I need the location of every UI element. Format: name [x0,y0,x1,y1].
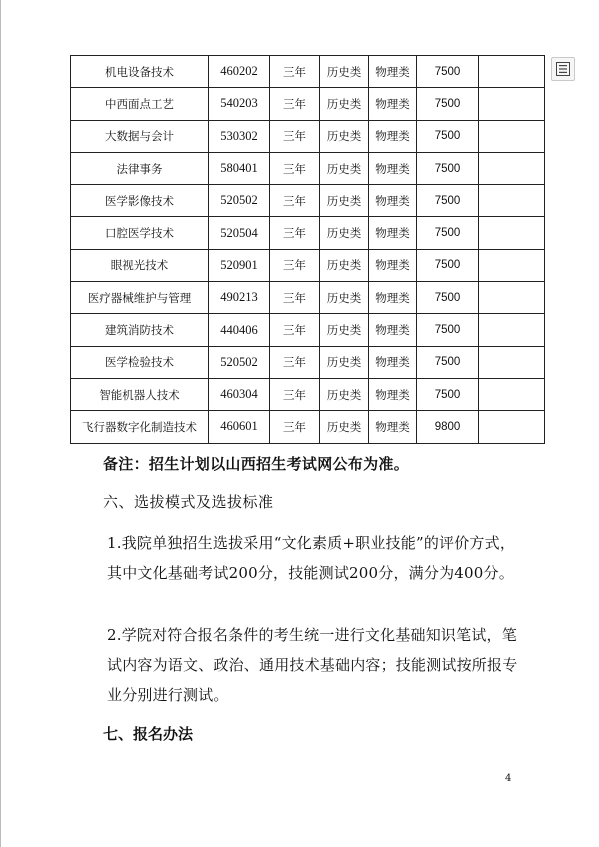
section-6-paragraph-1 [76,528,522,588]
cell-fee: 7500 [417,185,479,217]
table-row [71,88,545,120]
cell-fee: 7500 [417,217,479,249]
cell-subject-history: 历史类 [320,249,369,281]
cell-subject-history: 历史类 [320,314,369,346]
cell-duration: 三年 [270,411,320,443]
section-6-heading: 六、选拔模式及选拔标准 [103,493,274,511]
cell-code: 460202 [209,56,270,88]
cell-remark [479,88,545,120]
cell-major: 中西面点工艺 [71,88,209,120]
note-text: 备注：招生计划以山西招生考试网公布为准。 [103,455,410,473]
cell-subject-physics: 物理类 [369,346,417,378]
cell-subject-physics: 物理类 [369,152,417,184]
cell-fee: 7500 [417,120,479,152]
cell-subject-history: 历史类 [320,88,369,120]
cell-subject-history: 历史类 [320,152,369,184]
cell-remark [479,56,545,88]
cell-duration: 三年 [270,217,320,249]
cell-duration: 三年 [270,56,320,88]
cell-duration: 三年 [270,282,320,314]
table-row [71,217,545,249]
table-row [71,120,545,152]
table-row [71,282,545,314]
cell-remark [479,282,545,314]
cell-subject-physics: 物理类 [369,185,417,217]
cell-subject-physics: 物理类 [369,56,417,88]
page-number: 4 [505,773,512,784]
cell-fee: 7500 [417,56,479,88]
cell-duration: 三年 [270,152,320,184]
cell-code: 490213 [209,282,270,314]
cell-subject-history: 历史类 [320,217,369,249]
fullscreen-frame-glyph [556,62,570,76]
cell-fee: 7500 [417,88,479,120]
cell-duration: 三年 [270,88,320,120]
cell-subject-history: 历史类 [320,346,369,378]
cell-code: 440406 [209,314,270,346]
cell-code: 530302 [209,120,270,152]
section-6-paragraph-2-text: 2.学院对符合报名条件的考生统一进行文化基础知识笔试，笔试内容为语文、政治、通用技术基础内容；技能测试按所报专业分别进行测试。 [107,626,518,704]
cell-major: 眼视光技术 [71,249,209,281]
cell-code: 520502 [209,185,270,217]
cell-fee: 9800 [417,411,479,443]
table-row [71,249,545,281]
cell-remark [479,249,545,281]
cell-subject-history: 历史类 [320,378,369,410]
cell-remark [479,120,545,152]
cell-code: 520502 [209,346,270,378]
cell-major: 法律事务 [71,152,209,184]
cell-subject-physics: 物理类 [369,217,417,249]
cell-duration: 三年 [270,120,320,152]
cell-major: 医学影像技术 [71,185,209,217]
cell-subject-physics: 物理类 [369,88,417,120]
table-row [71,346,545,378]
cell-code: 520504 [209,217,270,249]
cell-remark [479,217,545,249]
cell-subject-history: 历史类 [320,120,369,152]
cell-remark [479,152,545,184]
cell-code: 460601 [209,411,270,443]
table-row [71,185,545,217]
cell-fee: 7500 [417,346,479,378]
cell-subject-physics: 物理类 [369,249,417,281]
table-row [71,314,545,346]
fullscreen-frame-icon[interactable] [551,57,575,81]
section-7-heading: 七、报名办法 [103,725,194,743]
cell-major: 口腔医学技术 [71,217,209,249]
section-6-paragraph-1-text: 1.我院单独招生选拔采用“文化素质+职业技能”的评价方式，其中文化基础考试200分，技能测试200分，满分为400分。 [107,534,516,582]
cell-remark [479,185,545,217]
cell-major: 建筑消防技术 [71,314,209,346]
cell-subject-history: 历史类 [320,185,369,217]
cell-subject-physics: 物理类 [369,378,417,410]
cell-major: 大数据与会计 [71,120,209,152]
cell-remark [479,378,545,410]
cell-fee: 7500 [417,378,479,410]
cell-fee: 7500 [417,282,479,314]
cell-subject-physics: 物理类 [369,120,417,152]
page-left-edge [0,0,1,847]
cell-remark [479,411,545,443]
cell-duration: 三年 [270,314,320,346]
cell-subject-physics: 物理类 [369,314,417,346]
cell-subject-history: 历史类 [320,411,369,443]
enrollment-plan-table-body [71,56,545,444]
table-row [71,411,545,443]
table-row [71,378,545,410]
cell-subject-history: 历史类 [320,282,369,314]
cell-major: 飞行器数字化制造技术 [71,411,209,443]
cell-major: 智能机器人技术 [71,378,209,410]
cell-code: 580401 [209,152,270,184]
cell-remark [479,346,545,378]
cell-duration: 三年 [270,249,320,281]
cell-code: 520901 [209,249,270,281]
cell-fee: 7500 [417,249,479,281]
cell-subject-physics: 物理类 [369,282,417,314]
table-row [71,56,545,88]
cell-major: 医疗器械维护与管理 [71,282,209,314]
cell-remark [479,314,545,346]
cell-code: 460304 [209,378,270,410]
cell-code: 540203 [209,88,270,120]
cell-subject-physics: 物理类 [369,411,417,443]
cell-subject-history: 历史类 [320,56,369,88]
cell-major: 医学检验技术 [71,346,209,378]
section-6-paragraph-2 [76,620,522,710]
cell-duration: 三年 [270,346,320,378]
enrollment-plan-table [70,55,545,444]
cell-fee: 7500 [417,152,479,184]
table-row [71,152,545,184]
cell-duration: 三年 [270,185,320,217]
cell-duration: 三年 [270,378,320,410]
cell-fee: 7500 [417,314,479,346]
cell-major: 机电设备技术 [71,56,209,88]
